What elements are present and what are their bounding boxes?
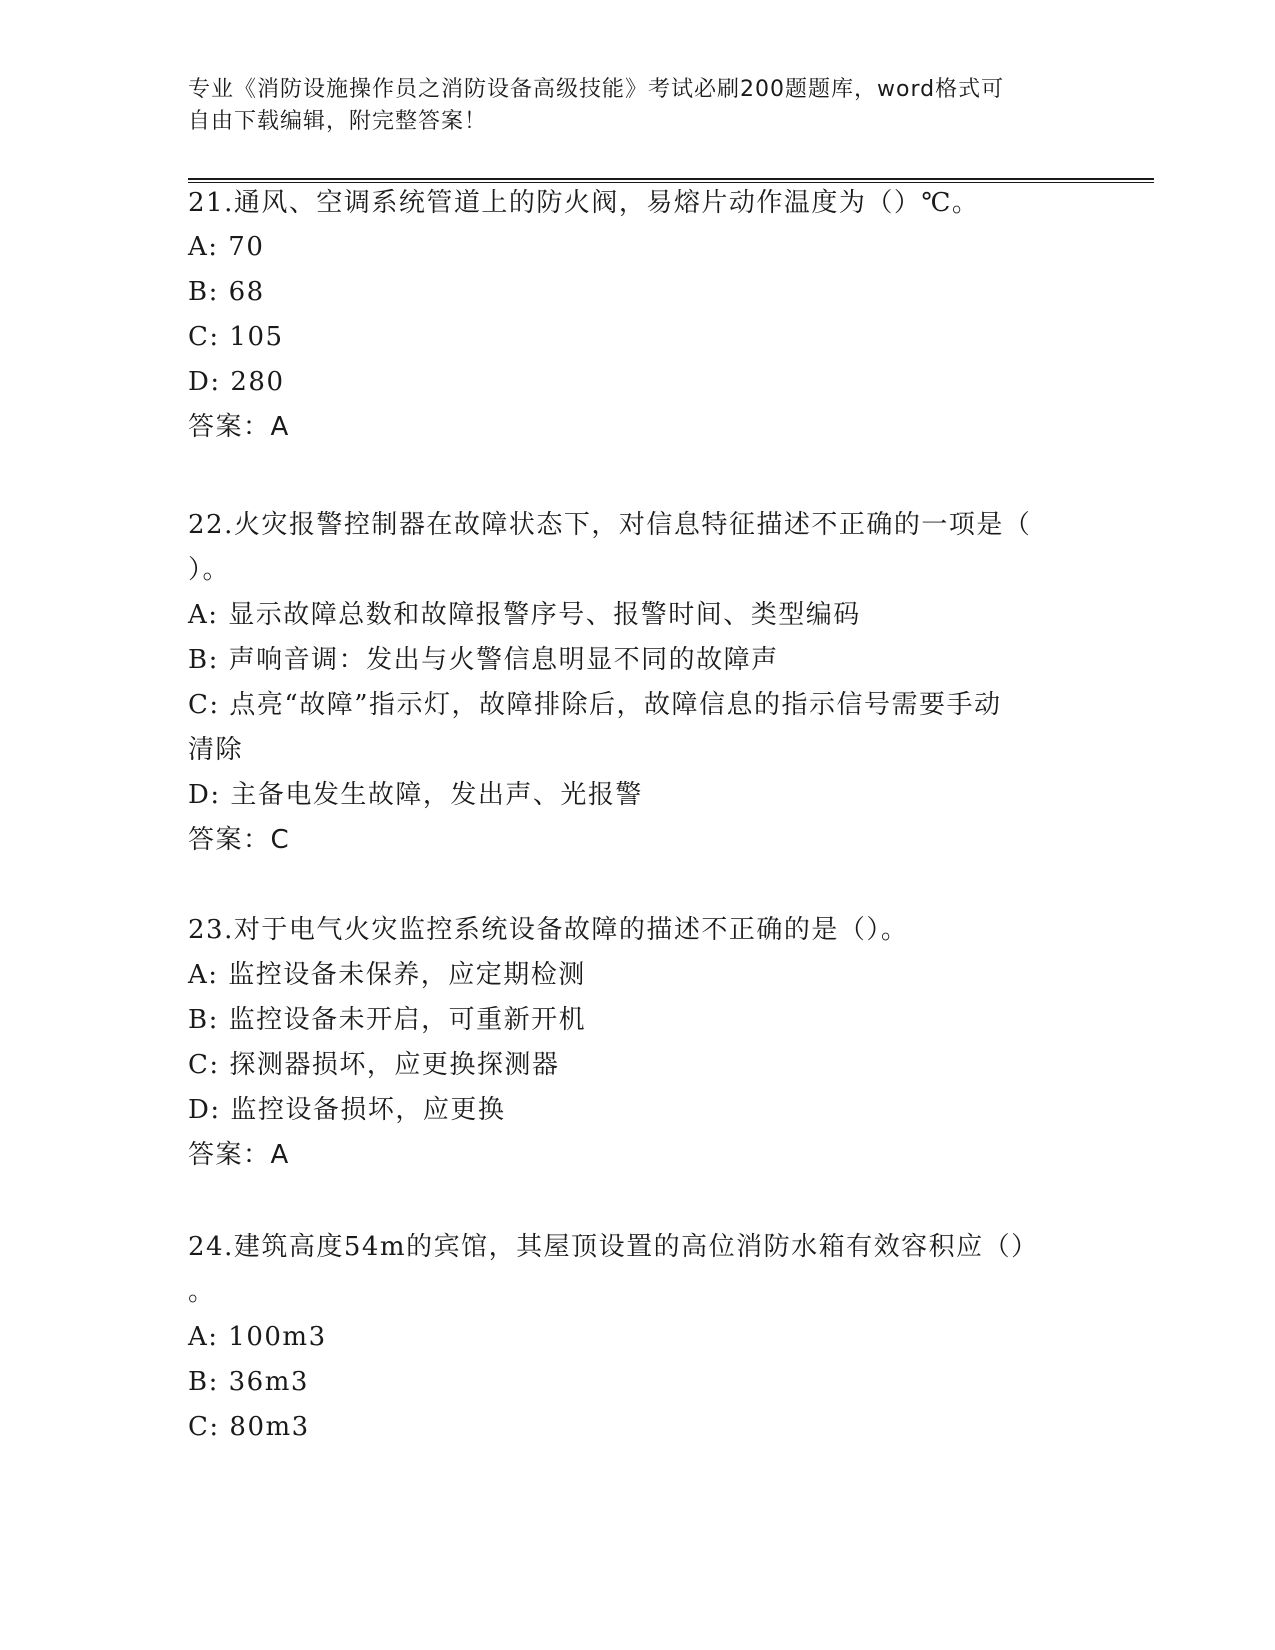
document-header <box>188 74 1068 138</box>
question-21-option-c: C: 105 <box>188 322 284 352</box>
question-24-option-c: C: 80m3 <box>188 1412 310 1442</box>
question-22-stem-line-2: ）。 <box>188 555 231 585</box>
question-22-option-a: A: 显示故障总数和故障报警序号、报警时间、类型编码 <box>188 600 861 630</box>
question-22-answer: 答案：C <box>188 825 291 855</box>
question-22-option-d: D: 主备电发生故障，发出声、光报警 <box>188 780 643 810</box>
header-line-2: 自由下载编辑，附完整答案！ <box>188 109 488 134</box>
header-rule-thin <box>188 182 1154 183</box>
question-21-option-a: A: 70 <box>188 232 265 262</box>
question-24-option-b: B: 36m3 <box>188 1367 309 1397</box>
question-23-option-b: B: 监控设备未开启，可重新开机 <box>188 1005 587 1035</box>
question-23-stem: 23.对于电气火灾监控系统设备故障的描述不正确的是（）。 <box>188 915 909 945</box>
question-21-stem: 21.通风、空调系统管道上的防火阀，易熔片动作温度为（）℃。 <box>188 188 980 218</box>
question-23-option-c: C: 探测器损坏，应更换探测器 <box>188 1050 560 1080</box>
header-line-1: 专业《消防设施操作员之消防设备高级技能》考试必刷200题题库，word格式可 <box>188 77 1005 102</box>
question-24-stem-line-1: 24.建筑高度54m的宾馆，其屋顶设置的高位消防水箱有效容积应（） <box>188 1232 1039 1262</box>
question-24-stem-line-2: 。 <box>188 1277 216 1307</box>
question-22-option-c: C: 点亮“故障”指示灯，故障排除后，故障信息的指示信号需要手动 <box>188 690 1002 720</box>
question-24-option-a: A: 100m3 <box>188 1322 327 1352</box>
question-23-option-d: D: 监控设备损坏，应更换 <box>188 1095 506 1125</box>
question-21-answer: 答案：A <box>188 412 290 442</box>
header-rule-thick <box>188 178 1154 180</box>
question-23-option-a: A: 监控设备未保养，应定期检测 <box>188 960 586 990</box>
question-22-stem-line-1: 22.火灾报警控制器在故障状态下，对信息特征描述不正确的一项是（ <box>188 510 1032 540</box>
question-22-option-b: B: 声响音调：发出与火警信息明显不同的故障声 <box>188 645 779 675</box>
question-21-option-d: D: 280 <box>188 367 285 397</box>
question-22-option-c-cont: 清除 <box>188 735 244 765</box>
question-23-answer: 答案：A <box>188 1140 290 1170</box>
question-21-option-b: B: 68 <box>188 277 265 307</box>
